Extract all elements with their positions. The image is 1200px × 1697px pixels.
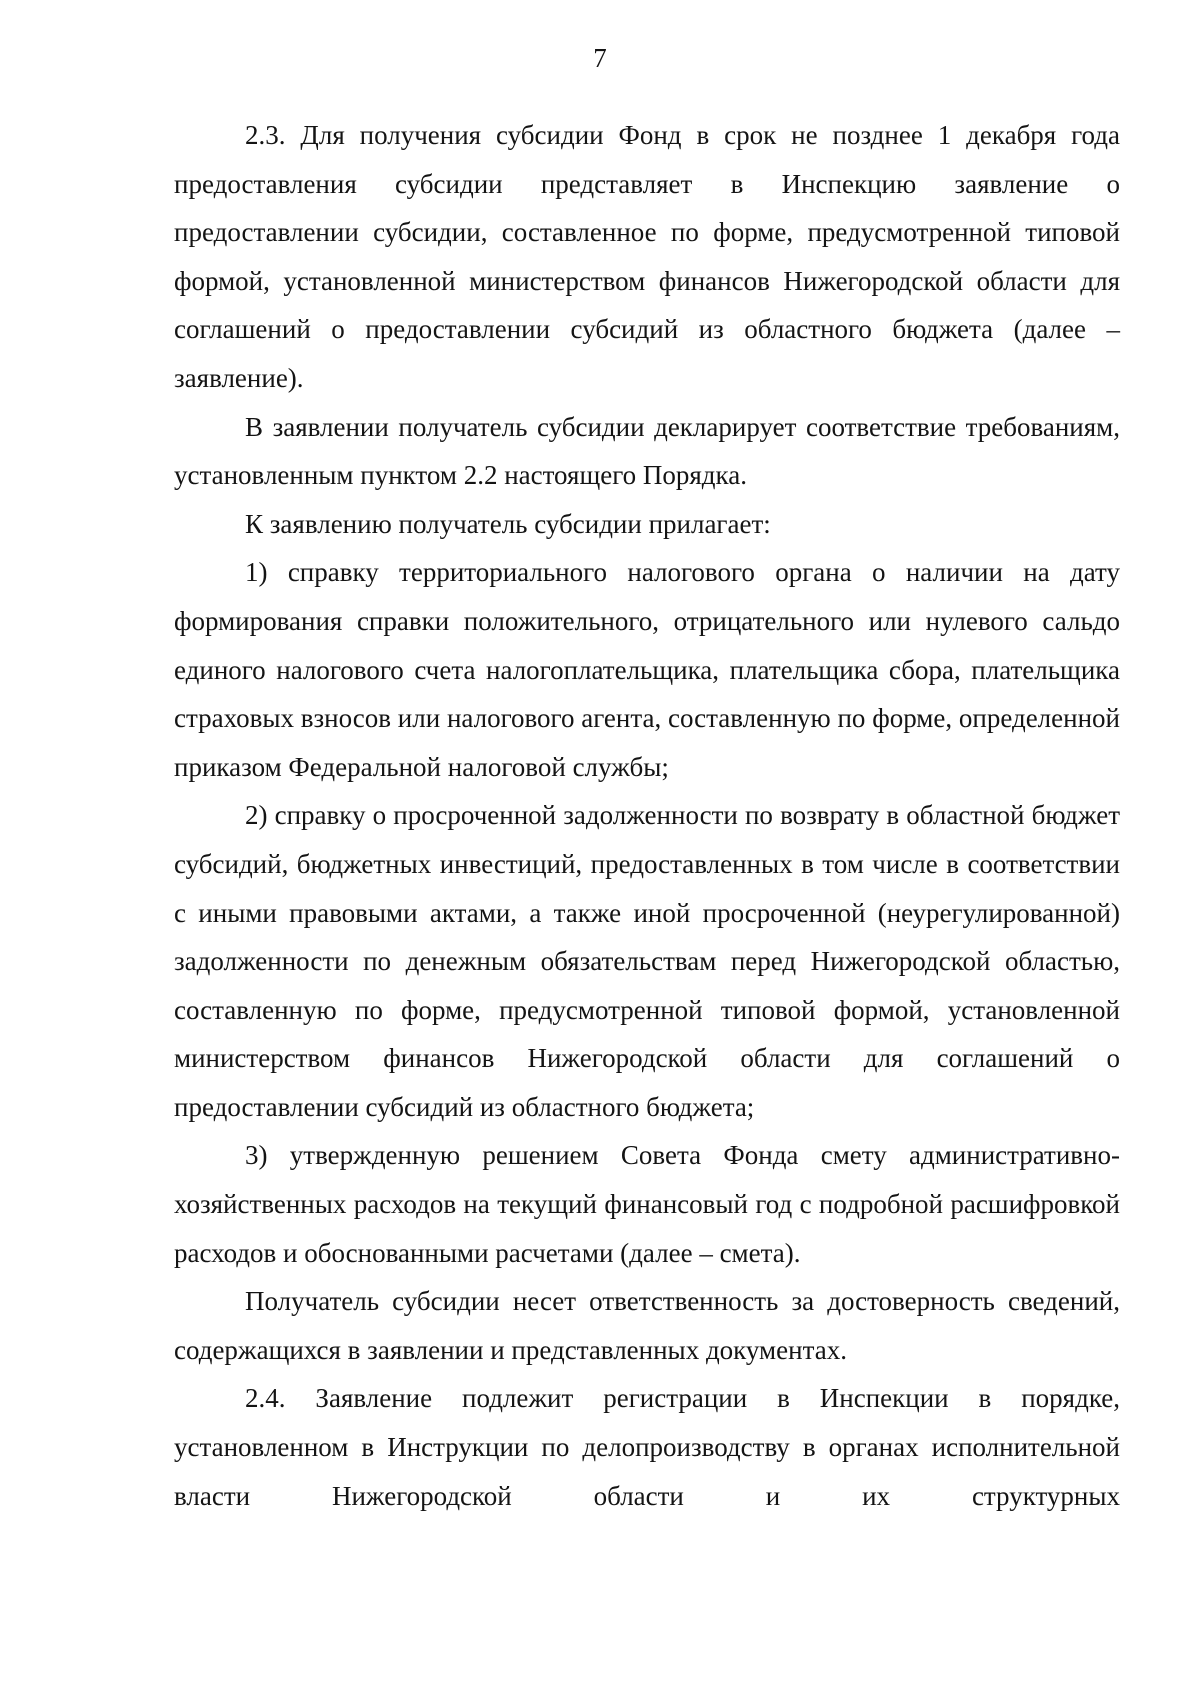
list-item-3: 3) утвержденную решением Совета Фонда смету административно-хозяйственных расходов на текущий финансовый год с подробной расшифровкой расходов и обоснованными расчетами (далее – смета).: [174, 1140, 1120, 1268]
paragraph-2-3: 2.3. Для получения субсидии Фонд в срок не позднее 1 декабря года предоставления субсидии представляет в Инспекцию заявление о предоставлении субсидии, составленное по форме, предусмотренной типовой формой, установленной министерством финансов Нижегородской области для соглашений о предоставлении субсидий из областного бюджета (далее – заявление).: [174, 120, 1120, 393]
list-item-1: 1) справку территориального налогового органа о наличии на дату формирования справки положительного, отрицательного или нулевого сальдо единого налогового счета налогоплательщика, плательщика сбора, плательщика страховых взносов или налогового агента, составленную по форме, определенной приказом Федеральной налоговой службы;: [174, 557, 1120, 782]
page-number: 7: [593, 43, 607, 73]
paragraph-2-4: 2.4. Заявление подлежит регистрации в Инспекции в порядке, установленном в Инструкции по делопроизводству в органах исполнительной власти Нижегородской области и их структурных: [174, 1383, 1120, 1511]
document-body: [174, 111, 1120, 1520]
paragraph-responsibility: Получатель субсидии несет ответственность за достоверность сведений, содержащихся в заявлении и представленных документах.: [174, 1286, 1120, 1365]
list-item-2: 2) справку о просроченной задолженности по возврату в областной бюджет субсидий, бюджетных инвестиций, предоставленных в том числе в соответствии с иными правовыми актами, а также иной просроченной (неурегулированной) задолженности по денежным обязательствам перед Нижегородской областью, составленную по форме, предусмотренной типовой формой, установленной министерством финансов Нижегородской области для соглашений о предоставлении субсидий из областного бюджета;: [174, 800, 1120, 1122]
paragraph-declaration: В заявлении получатель субсидии декларирует соответствие требованиям, установленным пунктом 2.2 настоящего Порядка.: [174, 411, 1120, 491]
paragraph-attachments-intro: К заявлению получатель субсидии прилагает:: [245, 508, 771, 539]
